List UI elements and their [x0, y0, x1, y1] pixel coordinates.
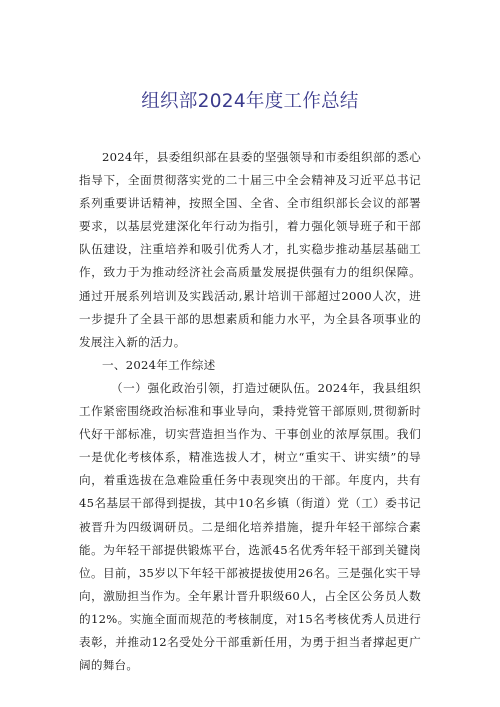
- document-body: [79, 146, 421, 677]
- section-paragraph-political-leadership: （一）强化政治引领，打造过硬队伍。2024年，我县组织工作紧密围绕政治标准和事业导向，秉持党管干部原则,贯彻新时代好干部标准，切实营造担当作为、干事创业的浓厚氛围。我们一是优化考核体系，精准选拔人才，树立“重实干、讲实绩”的导向，着重选拔在急难险重任务中表现突出的干部。年度内，共有45名基层干部得到提拔，其中10名乡镇（街道）党（工）委书记被晋升为四级调研员。二是细化培养措施，提升年轻干部综合素能。为年轻干部提供锻炼平台，选派45名优秀年轻干部到关键岗位。目前，35岁以下年轻干部被提拔使用26名。三是强化实干导向，激励担当作为。全年累计晋升职级60人，占全区公务员人数的12%。实施全面而规范的考核制度，对15名考核优秀人员进行表彰，并推动12名受处分干部重新任用，为勇于担当者撑起更广阔的舞台。: [79, 380, 421, 673]
- section-heading-overview: 一、2024年工作综述: [102, 357, 216, 372]
- intro-paragraph: 2024年，县委组织部在县委的坚强领导和市委组织部的悉心指导下，全面贯彻落实党的二十届三中全会精神及习近平总书记系列重要讲话精神，按照全国、全省、全市组织部长会议的部署要求，以基层党建深化年行动为指引，着力强化领导班子和干部队伍建设，注重培养和吸引优秀人才，扎实稳步推动基层基础工作，致力于为推动经济社会高质量发展提供强有力的组织保障。通过开展系列培训及实践活动,累计培训干部超过2000人次，进一步提升了全县干部的思想素质和能力水平，为全县各项事业的发展注入新的活力。: [79, 150, 421, 349]
- document-title: 组织部2024年度工作总结: [141, 91, 359, 112]
